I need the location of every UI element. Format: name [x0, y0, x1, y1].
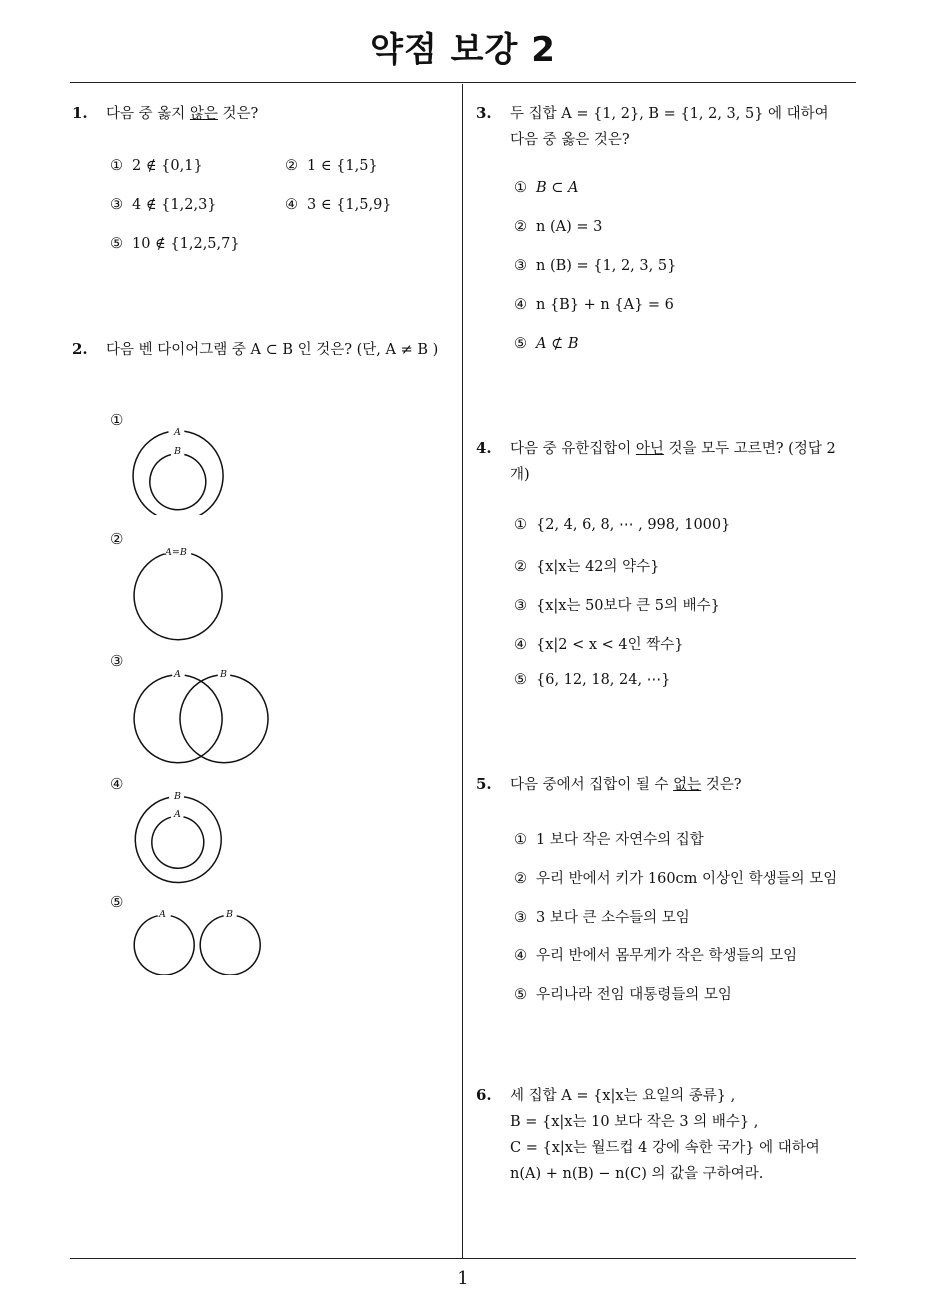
option-text: n (B) = {1, 2, 3, 5} [536, 258, 677, 274]
q5-option-2 [514, 867, 837, 888]
option-mark: ⑤ [514, 987, 527, 1003]
option-text: B ⊂ A [536, 180, 579, 196]
option-mark: ② [514, 559, 527, 575]
q2-diagram-5-mark: ⑤ [110, 893, 124, 911]
inner-circle [152, 817, 204, 868]
column-divider [462, 84, 463, 1259]
option-text: {x|2 < x < 4인 짝수} [536, 637, 684, 653]
option-text: {x|x는 50보다 큰 5의 배수} [536, 598, 720, 614]
q1-text-pre: 다음 중 옳지 [106, 106, 190, 122]
q2-diagram-5 [128, 903, 278, 975]
option-text: n {B} + n {A} = 6 [536, 297, 674, 313]
q5-text-underline: 없는 [673, 777, 702, 793]
option-text: 1 보다 작은 자연수의 집합 [536, 832, 704, 848]
q3-line2: 다음 중 옳은 것은? [510, 132, 630, 148]
q2-diagram-2-mark: ② [110, 530, 124, 548]
q4-option-3 [514, 594, 720, 615]
q1-option-5 [110, 236, 240, 252]
q1-text-underline: 않은 [189, 106, 218, 122]
option-mark: ① [514, 180, 527, 196]
q1-number: 1. [72, 104, 88, 122]
q2-text: 다음 벤 다이어그램 중 A ⊂ B 인 것은? (단, A ≠ B ) [106, 342, 439, 358]
outer-label: B [174, 791, 181, 802]
q2-diagram-1-mark: ① [110, 411, 124, 429]
inner-label: B [174, 446, 181, 457]
q3-option-4 [514, 297, 674, 313]
q5-number: 5. [476, 775, 492, 793]
option-mark: ① [514, 517, 527, 533]
option-mark: ⑤ [514, 336, 527, 352]
q1-option-2 [285, 158, 378, 174]
right-label: B [220, 669, 227, 680]
right-circle [200, 916, 260, 975]
q2-number: 2. [72, 340, 88, 358]
option-text: 4 ∉ {1,2,3} [132, 197, 217, 213]
circle-label: A=B [165, 547, 187, 558]
option-text: 3 ∈ {1,5,9} [307, 197, 392, 213]
option-text: {x|x는 42의 약수} [536, 559, 660, 575]
q4-line2: 개) [510, 467, 530, 483]
q4-option-1 [514, 517, 730, 533]
q2-diagram-3 [128, 663, 278, 771]
q4-text-pre: 다음 중 유한집합이 [510, 441, 636, 457]
option-mark: ② [285, 158, 298, 174]
option-text: 우리 반에서 몸무게가 작은 학생들의 모임 [536, 948, 798, 964]
q3-option-1 [514, 180, 579, 196]
option-mark: ③ [110, 197, 123, 213]
option-text: A ⊄ B [536, 336, 579, 352]
outer-label: A [174, 427, 181, 438]
option-mark: ③ [514, 598, 527, 614]
option-text: 10 ∉ {1,2,5,7} [132, 236, 240, 252]
option-mark: ⑤ [514, 672, 527, 688]
q5-option-5 [514, 983, 732, 1004]
option-text: 우리나라 전임 대통령들의 모임 [536, 987, 732, 1003]
q6-line3: C = {x|x는 월드컵 4 강에 속한 국가} 에 대하여 [510, 1140, 820, 1156]
q2-diagram-4 [128, 784, 228, 884]
option-mark: ④ [514, 297, 527, 313]
option-mark: ③ [514, 910, 527, 926]
q3-option-5 [514, 336, 579, 352]
q1-text [106, 102, 258, 126]
q4-option-5 [514, 672, 670, 688]
left-circle [134, 675, 222, 763]
q4-text [510, 437, 836, 461]
option-mark: ④ [514, 948, 527, 964]
left-circle [134, 916, 194, 975]
q2-diagram-2 [128, 540, 228, 642]
q1-option-1 [110, 158, 203, 174]
option-text: n (A) = 3 [536, 219, 603, 235]
q5-text [510, 773, 742, 797]
option-text: 2 ∉ {0,1} [132, 158, 203, 174]
q4-number: 4. [476, 439, 492, 457]
q1-option-3 [110, 197, 217, 213]
page-number: 1 [457, 1268, 469, 1289]
q4-option-2 [514, 555, 659, 576]
option-text: {6, 12, 18, 24, ⋯} [536, 672, 671, 688]
option-text: 3 보다 큰 소수들의 모임 [536, 910, 690, 926]
q4-text-post: 것을 모두 고르면? (정답 2 [663, 441, 836, 457]
q6-line1: 세 집합 A = {x|x는 요일의 종류} , [510, 1088, 736, 1104]
option-mark: ② [514, 871, 527, 887]
option-mark: ⑤ [110, 236, 123, 252]
q5-option-1 [514, 828, 704, 849]
q4-text-underline: 아닌 [635, 441, 664, 457]
q6-line4: n(A) + n(B) − n(C) 의 값을 구하여라. [510, 1166, 764, 1182]
q6-number: 6. [476, 1086, 492, 1104]
option-mark: ① [514, 832, 527, 848]
option-mark: ④ [285, 197, 298, 213]
q2-diagram-1 [128, 420, 228, 515]
q3-option-3 [514, 258, 676, 274]
q2-diagram-4-mark: ④ [110, 775, 124, 793]
q3-option-2 [514, 219, 602, 235]
inner-circle [150, 455, 206, 510]
right-circle [180, 675, 268, 763]
top-divider [70, 82, 856, 83]
q2-diagram-3-mark: ③ [110, 652, 124, 670]
option-mark: ① [110, 158, 123, 174]
page-title: 약점 보강 2 [370, 30, 556, 70]
q5-text-pre: 다음 중에서 집합이 될 수 [510, 777, 674, 793]
left-label: A [159, 909, 166, 920]
right-label: B [226, 909, 233, 920]
option-text: {2, 4, 6, 8, ⋯ , 998, 1000} [536, 517, 731, 533]
left-label: A [174, 669, 181, 680]
inner-label: A [174, 809, 181, 820]
q3-line1: 두 집합 A = {1, 2}, B = {1, 2, 3, 5} 에 대하여 [510, 106, 829, 122]
q5-option-4 [514, 944, 797, 965]
q3-number: 3. [476, 104, 492, 122]
q1-text-post: 것은? [217, 106, 259, 122]
q1-option-4 [285, 197, 392, 213]
q6-line2: B = {x|x는 10 보다 작은 3 의 배수} , [510, 1114, 759, 1130]
q5-option-3 [514, 906, 690, 927]
option-text: 우리 반에서 키가 160cm 이상인 학생들의 모임 [536, 871, 838, 887]
option-text: 1 ∈ {1,5} [307, 158, 378, 174]
q5-text-post: 것은? [701, 777, 742, 793]
q4-option-4 [514, 633, 684, 654]
bottom-divider [70, 1258, 856, 1259]
option-mark: ③ [514, 258, 527, 274]
outer-circle [133, 431, 223, 515]
circle [134, 554, 222, 640]
option-mark: ④ [514, 637, 527, 653]
option-mark: ② [514, 219, 527, 235]
